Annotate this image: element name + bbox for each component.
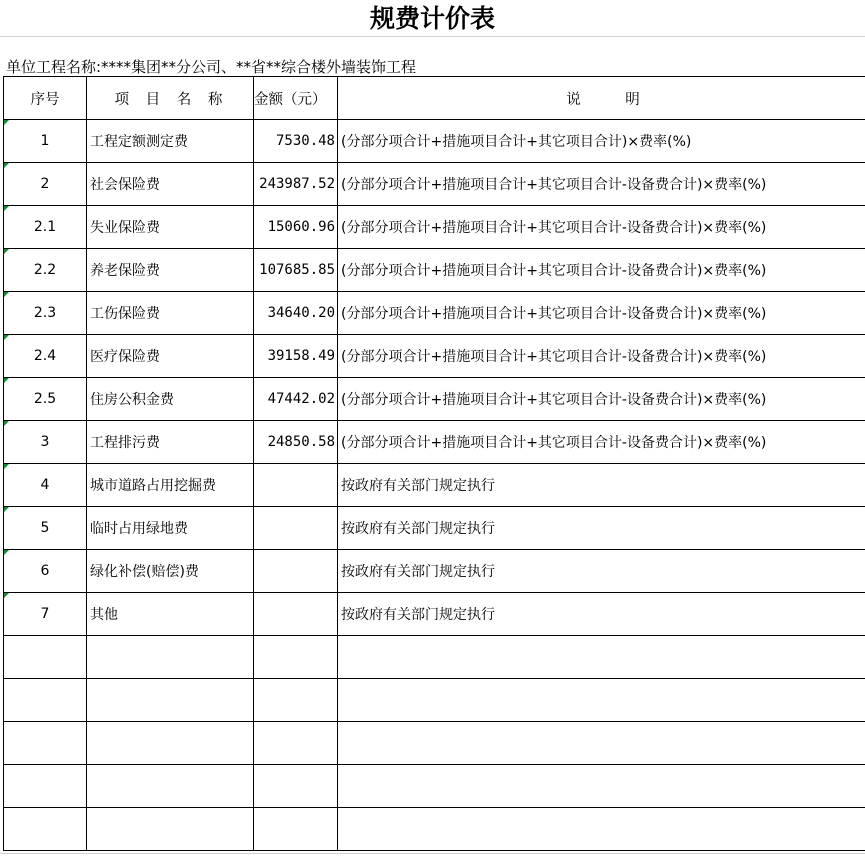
sheet-bottom-edge: [0, 853, 865, 854]
table-row: [4, 378, 865, 421]
cell-no[interactable]: [4, 163, 87, 206]
header-amount[interactable]: 金额（元）: [254, 77, 338, 120]
cell-no[interactable]: [4, 120, 87, 163]
empty-cell[interactable]: [87, 679, 254, 722]
cell-desc[interactable]: (分部分项合计+措施项目合计+其它项目合计-设备费合计)×费率(%): [338, 378, 865, 421]
empty-cell[interactable]: [254, 765, 338, 808]
table-row: [4, 206, 865, 249]
cell-no[interactable]: [4, 335, 87, 378]
cell-name[interactable]: 临时占用绿地费: [87, 507, 254, 550]
cell-name[interactable]: 养老保险费: [87, 249, 254, 292]
comment-marker-icon: [4, 507, 9, 512]
table-row: [4, 507, 865, 550]
cell-desc[interactable]: 按政府有关部门规定执行: [338, 507, 865, 550]
cell-no-text: 2.1: [33, 219, 57, 235]
cell-no[interactable]: [4, 464, 87, 507]
cell-desc[interactable]: (分部分项合计+措施项目合计+其它项目合计-设备费合计)×费率(%): [338, 249, 865, 292]
cell-amount[interactable]: 47442.02: [254, 378, 338, 421]
cell-desc[interactable]: (分部分项合计+措施项目合计+其它项目合计-设备费合计)×费率(%): [338, 206, 865, 249]
table-row: [4, 421, 865, 464]
table-row: [4, 163, 865, 206]
cell-no[interactable]: [4, 421, 87, 464]
cell-amount[interactable]: [254, 464, 338, 507]
table-row: [4, 120, 865, 163]
cell-amount[interactable]: 15060.96: [254, 206, 338, 249]
page-title: 规费计价表: [369, 4, 495, 33]
header-name[interactable]: 项 目 名 称: [87, 77, 254, 120]
cell-no-text: 3: [40, 434, 50, 450]
cell-no-text: 7: [40, 606, 50, 622]
cell-desc[interactable]: 按政府有关部门规定执行: [338, 550, 865, 593]
empty-row: [4, 722, 865, 765]
empty-cell[interactable]: [338, 722, 865, 765]
cell-name[interactable]: 医疗保险费: [87, 335, 254, 378]
comment-marker-icon: [4, 206, 9, 211]
cell-amount[interactable]: 7530.48: [254, 120, 338, 163]
cell-no[interactable]: [4, 507, 87, 550]
header-no[interactable]: 序号: [4, 77, 87, 120]
empty-cell[interactable]: [4, 636, 87, 679]
cell-amount[interactable]: 243987.52: [254, 163, 338, 206]
cell-no[interactable]: [4, 206, 87, 249]
cell-amount[interactable]: [254, 593, 338, 636]
comment-marker-icon: [4, 421, 9, 426]
empty-cell[interactable]: [254, 722, 338, 765]
cell-desc[interactable]: (分部分项合计+措施项目合计+其它项目合计-设备费合计)×费率(%): [338, 292, 865, 335]
cell-no[interactable]: [4, 593, 87, 636]
comment-marker-icon: [4, 335, 9, 340]
cell-no-text: 4: [40, 477, 50, 493]
empty-cell[interactable]: [338, 808, 865, 851]
cell-desc[interactable]: (分部分项合计+措施项目合计+其它项目合计-设备费合计)×费率(%): [338, 163, 865, 206]
table-row: [4, 249, 865, 292]
cell-desc[interactable]: (分部分项合计+措施项目合计+其它项目合计-设备费合计)×费率(%): [338, 335, 865, 378]
table-row: [4, 593, 865, 636]
cell-no-text: 2.3: [33, 305, 57, 321]
cell-name[interactable]: 城市道路占用挖掘费: [87, 464, 254, 507]
empty-cell[interactable]: [338, 679, 865, 722]
table-row: [4, 335, 865, 378]
cell-desc[interactable]: (分部分项合计+措施项目合计+其它项目合计)×费率(%): [338, 120, 865, 163]
cell-no-text: 2.2: [33, 262, 57, 278]
cell-desc[interactable]: 按政府有关部门规定执行: [338, 464, 865, 507]
cell-no[interactable]: [4, 550, 87, 593]
empty-cell[interactable]: [254, 636, 338, 679]
cell-no[interactable]: [4, 292, 87, 335]
cell-name[interactable]: 绿化补偿(赔偿)费: [87, 550, 254, 593]
cell-desc[interactable]: (分部分项合计+措施项目合计+其它项目合计-设备费合计)×费率(%): [338, 421, 865, 464]
table-row: [4, 550, 865, 593]
cell-amount[interactable]: 39158.49: [254, 335, 338, 378]
comment-marker-icon: [4, 249, 9, 254]
comment-marker-icon: [4, 593, 9, 598]
cell-no-text: 6: [40, 563, 50, 579]
comment-marker-icon: [4, 464, 9, 469]
header-desc[interactable]: 说 明: [338, 77, 865, 120]
empty-cell[interactable]: [87, 765, 254, 808]
cell-no-text: 2.5: [33, 391, 57, 407]
empty-cell[interactable]: [254, 679, 338, 722]
cell-amount[interactable]: 24850.58: [254, 421, 338, 464]
table-row: [4, 464, 865, 507]
empty-row: [4, 679, 865, 722]
cell-desc[interactable]: 按政府有关部门规定执行: [338, 593, 865, 636]
empty-row: [4, 765, 865, 808]
empty-cell[interactable]: [4, 765, 87, 808]
empty-cell[interactable]: [87, 808, 254, 851]
empty-row: [4, 808, 865, 851]
fee-table: [3, 76, 865, 851]
comment-marker-icon: [4, 163, 9, 168]
empty-row: [4, 636, 865, 679]
comment-marker-icon: [4, 378, 9, 383]
comment-marker-icon: [4, 120, 9, 125]
cell-name[interactable]: 社会保险费: [87, 163, 254, 206]
comment-marker-icon: [4, 292, 9, 297]
cell-name[interactable]: 工伤保险费: [87, 292, 254, 335]
cell-name[interactable]: 工程排污费: [87, 421, 254, 464]
empty-cell[interactable]: [4, 722, 87, 765]
empty-cell[interactable]: [4, 679, 87, 722]
cell-no-text: 2: [40, 176, 50, 192]
cell-name[interactable]: 失业保险费: [87, 206, 254, 249]
cell-no-text: 1: [40, 133, 50, 149]
table-row: [4, 292, 865, 335]
cell-name[interactable]: 住房公积金费: [87, 378, 254, 421]
cell-amount[interactable]: 34640.20: [254, 292, 338, 335]
header-row: [4, 77, 865, 120]
cell-no[interactable]: [4, 378, 87, 421]
cell-name[interactable]: 工程定额测定费: [87, 120, 254, 163]
cell-no[interactable]: [4, 249, 87, 292]
cell-amount[interactable]: [254, 550, 338, 593]
title-divider: [0, 36, 865, 37]
empty-cell[interactable]: [4, 808, 87, 851]
cell-no-text: 5: [40, 520, 50, 536]
empty-cell[interactable]: [87, 722, 254, 765]
cell-amount[interactable]: 107685.85: [254, 249, 338, 292]
empty-cell[interactable]: [254, 808, 338, 851]
cell-name[interactable]: 其他: [87, 593, 254, 636]
empty-cell[interactable]: [338, 636, 865, 679]
project-name-line[interactable]: 单位工程名称:****集团**分公司、**省**综合楼外墙装饰工程: [6, 58, 417, 76]
empty-cell[interactable]: [87, 636, 254, 679]
comment-marker-icon: [4, 550, 9, 555]
cell-amount[interactable]: [254, 507, 338, 550]
empty-cell[interactable]: [338, 765, 865, 808]
cell-no-text: 2.4: [33, 348, 57, 364]
